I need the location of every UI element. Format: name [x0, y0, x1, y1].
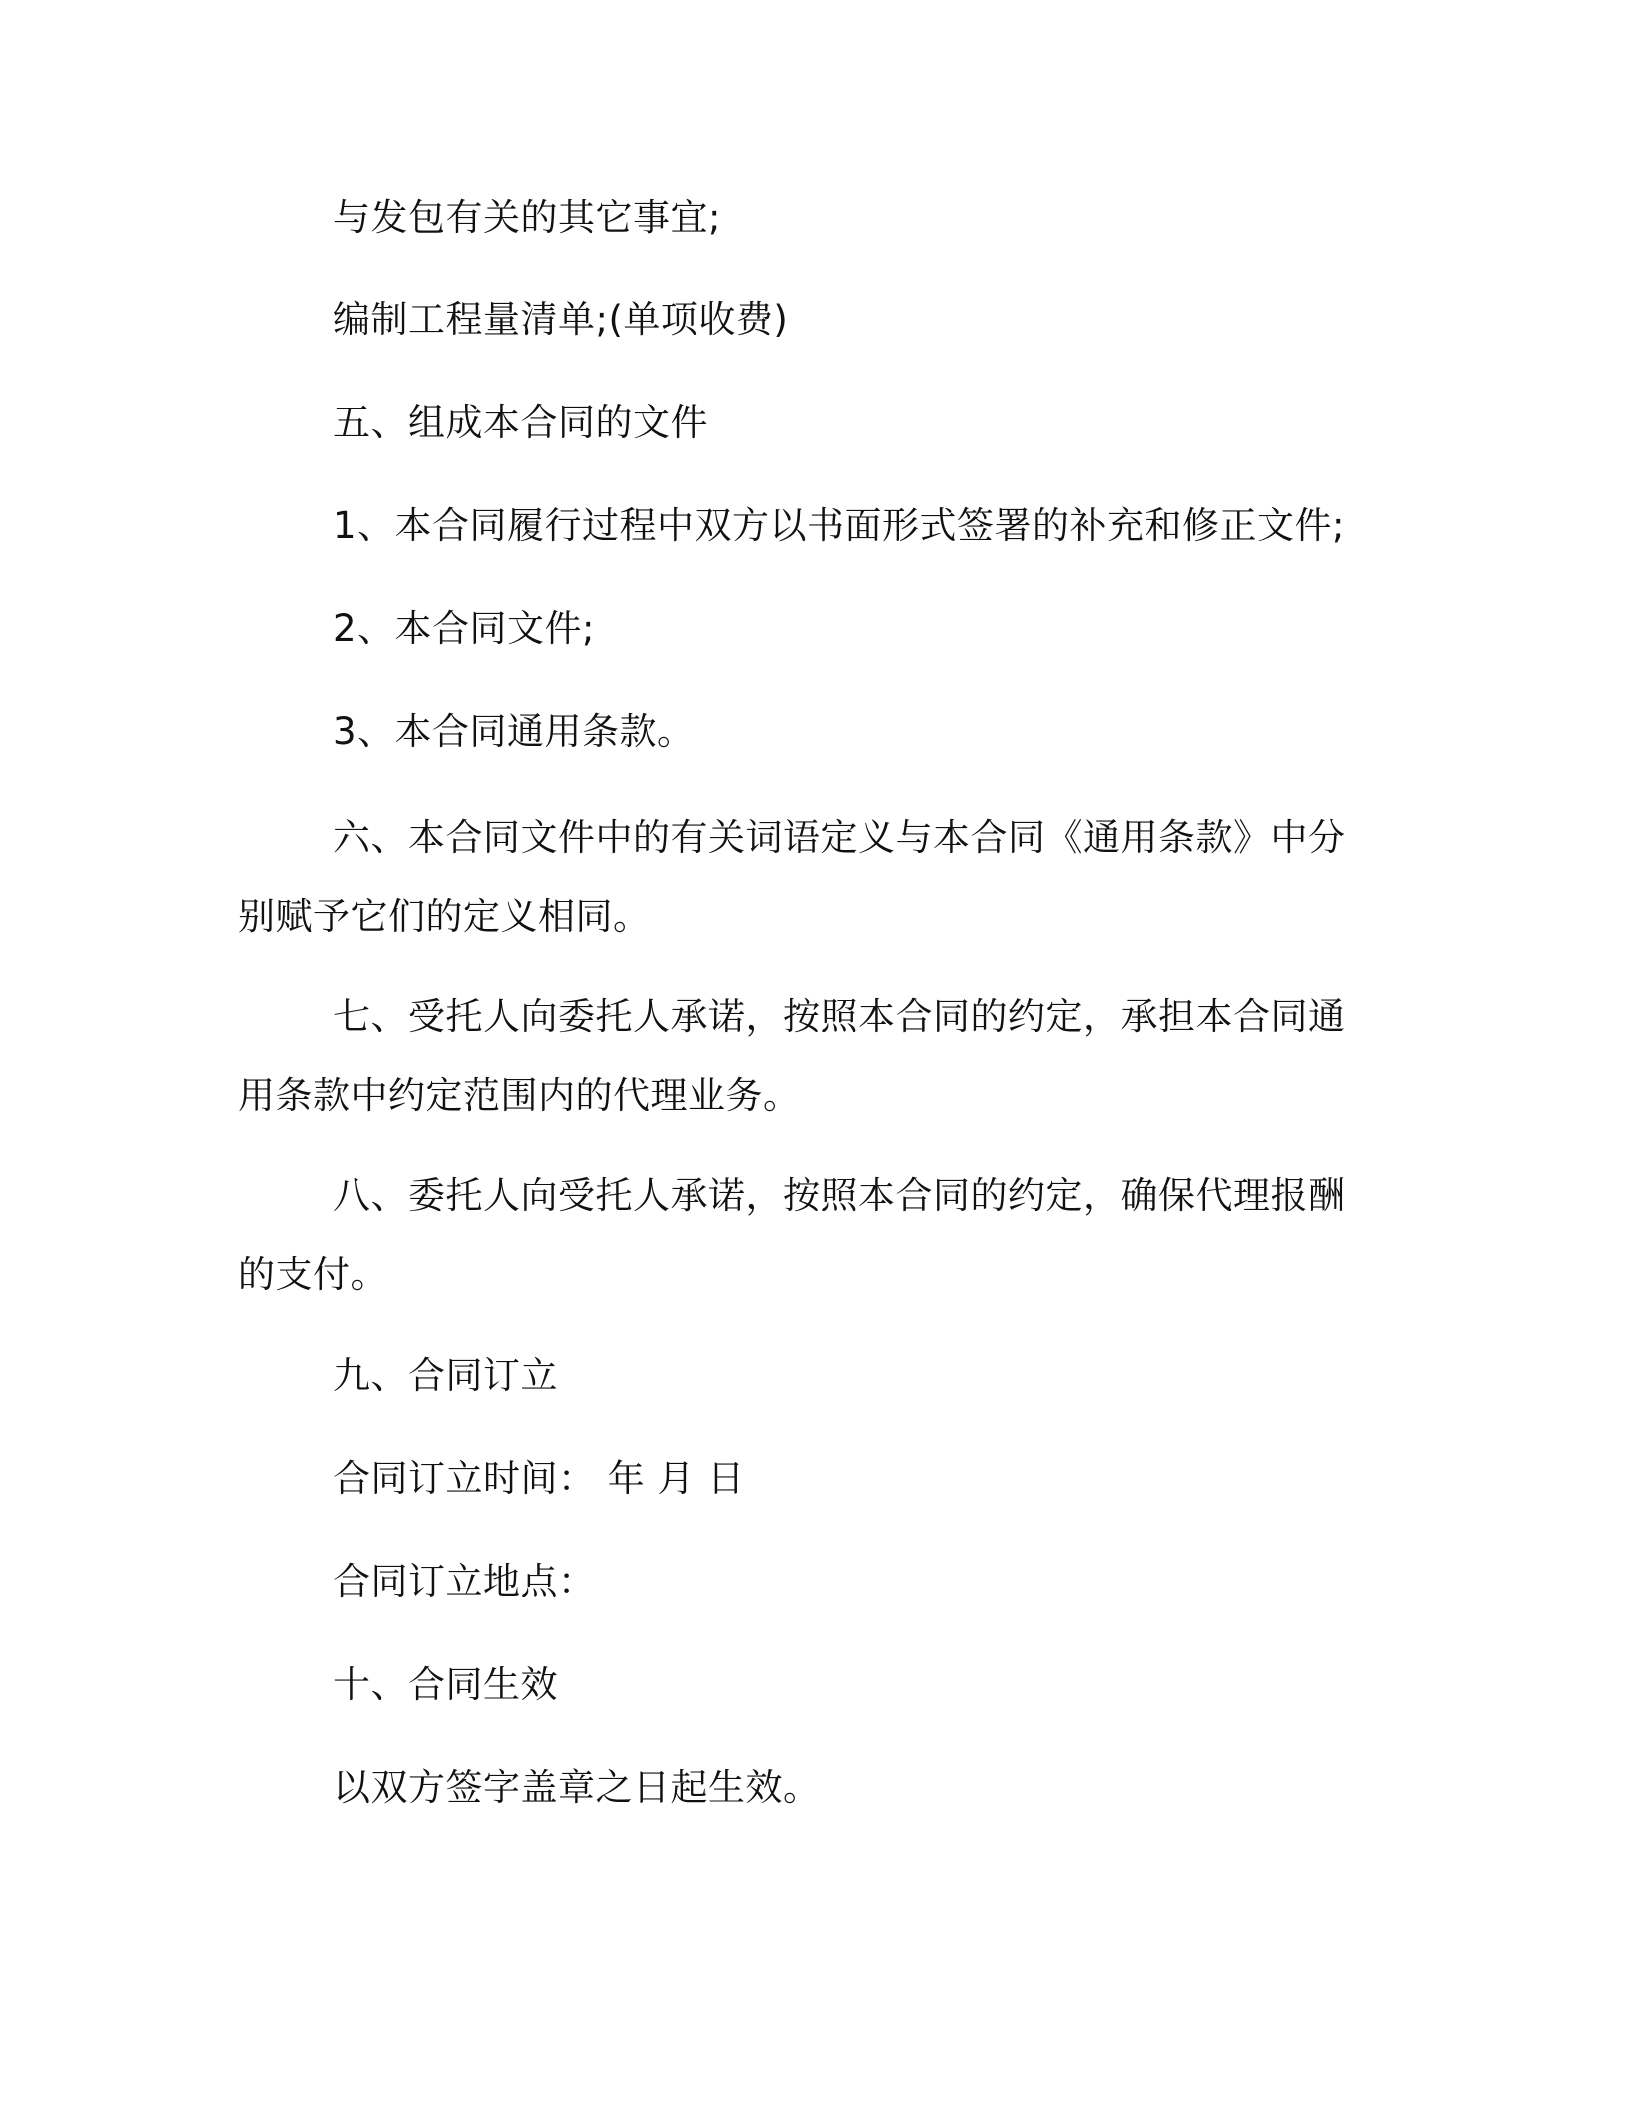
paragraph-section-seven: 七、受托人向委托人承诺，按照本合同的约定，承担本合同通用条款中约定范围内的代理业务。: [238, 995, 1346, 1117]
heading-section-ten: 十、合同生效: [333, 1663, 558, 1706]
line-other-matters: 与发包有关的其它事宜;: [333, 196, 721, 239]
paragraph-section-six: 六、本合同文件中的有关词语定义与本合同《通用条款》中分别赋予它们的定义相同。: [238, 816, 1346, 938]
list-item-3: 3、本合同通用条款。: [333, 710, 695, 753]
heading-section-nine: 九、合同订立: [333, 1354, 558, 1397]
line-bill-of-quantities: 编制工程量清单;(单项收费): [333, 298, 789, 341]
list-item-2: 2、本合同文件;: [333, 607, 596, 650]
heading-section-five: 五、组成本合同的文件: [333, 401, 708, 444]
signing-time: 合同订立时间： 年 月 日: [333, 1457, 745, 1500]
list-item-1: 1、本合同履行过程中双方以书面形式签署的补充和修正文件;: [333, 504, 1346, 547]
effective-clause: 以双方签字盖章之日起生效。: [333, 1766, 821, 1809]
paragraph-section-eight: 八、委托人向受托人承诺，按照本合同的约定，确保代理报酬的支付。: [238, 1174, 1346, 1296]
signing-place: 合同订立地点：: [333, 1560, 596, 1603]
